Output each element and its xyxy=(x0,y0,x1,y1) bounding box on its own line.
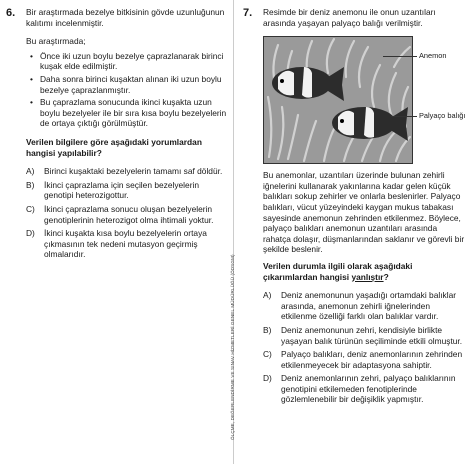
question-6-intro: Bir araştırmada bezelye bitkisinin gövde uzunluğunun kalıtımı incelenmiştir. xyxy=(26,7,225,28)
option-d[interactable] xyxy=(263,373,465,405)
option-text: Birinci kuşaktaki bezelyelerin tamamı saf döldür. xyxy=(44,166,223,177)
bullet-item: • Daha sonra birinci kuşaktan alınan iki uzun boylu bezelye çaprazlanmıştır. xyxy=(40,74,228,95)
option-letter: D) xyxy=(26,228,35,239)
option-letter: C) xyxy=(26,203,35,214)
option-text: İkinci çaprazlama için seçilen bezelyelerin genotipi heterozigottur. xyxy=(44,179,200,201)
option-c[interactable] xyxy=(26,204,228,225)
option-letter: D) xyxy=(263,373,272,384)
question-7-paragraph: Bu anemonlar, uzantıları üzerinde bulunan zehirli iğnelerini kullanarak yakınlarına kadar gelen küçük balıkları sokup zehirler ve onlarla beslenirler. Palyaço balıkları, vücut yüzeyindeki kaygan mukus tabakası sayesinde anemonun zehrinden etkilenmez. Böylece, palyaço balıkları anemonun uzantıları arasında rahatça dolaşır, düşmanlarından saklanır ve görevli bir şekilde beslenir. xyxy=(263,170,465,255)
option-a[interactable] xyxy=(263,290,465,322)
fish-leader-line xyxy=(391,116,417,117)
option-text: Deniz anemonunun zehri, kendisiyle birlikte yaşayan balık türünün seçiliminde etkili olmuştur. xyxy=(281,324,463,346)
option-text: Deniz anemonlarının zehri, palyaço balıklarının genotipini etkilemeden fenotiplerinde gözlemlenebilir bir değişiklik yapmıştır. xyxy=(281,373,456,405)
question-6 xyxy=(6,0,228,263)
question-6-prompt: Verilen bilgilere göre aşağıdaki yorumlardan hangisi yapılabilir? xyxy=(26,136,202,158)
clownfish-label: Palyaço balığı xyxy=(419,111,466,121)
question-7-prompt xyxy=(263,261,465,282)
bullet-item: • Bu çaprazlama sonucunda ikinci kuşakta uzun boylu bezelyeler ile bir sıra kısa boylu bezelyelerin de ortaya çıktığı görülmüştür. xyxy=(40,97,228,129)
question-6-lead: Bu araştırmada; xyxy=(26,36,86,47)
option-text: Deniz anemonunun yaşadığı ortamdaki balıklar arasında, anemonun zehirli iğnelerinden etkilenme özelliği farklı olan balıklar vardır. xyxy=(281,290,457,322)
question-7 xyxy=(243,0,465,408)
option-d[interactable] xyxy=(26,228,228,260)
prompt-end: ? xyxy=(383,271,389,282)
option-c[interactable] xyxy=(263,349,465,370)
option-b[interactable] xyxy=(263,325,465,346)
question-7-options xyxy=(263,290,465,405)
option-letter: A) xyxy=(263,290,272,301)
option-letter: C) xyxy=(263,349,272,360)
option-letter: B) xyxy=(26,179,35,190)
question-7-intro: Resimde bir deniz anemonu ile onun uzantıları arasında yaşayan palyaço balığı verilmiştir. xyxy=(263,7,436,28)
question-7-number: 7. xyxy=(243,7,253,19)
question-6-options xyxy=(26,166,228,260)
clownfish-figure xyxy=(263,36,465,164)
option-letter: A) xyxy=(26,166,35,177)
option-letter: B) xyxy=(263,324,272,335)
question-6-number: 6. xyxy=(6,7,16,19)
option-text: İkinci çaprazlama sonucu oluşan bezelyelerin genotiplerinin heterozigot olma ihtimali yoktur. xyxy=(44,203,214,225)
sidebar-vertical-text: ÖLÇME, DEĞERLENDİRME VE SINAV HİZMETLERİ GENEL MÜDÜRLÜĞÜ (ÖDSGM) xyxy=(230,254,235,440)
bullet-item: • Önce iki uzun boylu bezelye çaprazlanarak birinci kuşak elde edilmiştir. xyxy=(40,51,228,72)
option-b[interactable] xyxy=(26,180,228,201)
prompt-text: Verilen durumla ilgili olarak aşağıdaki çıkarımlardan hangisi xyxy=(263,260,413,282)
anemone-leader-line xyxy=(383,56,417,57)
option-text: Palyaço balıkları, deniz anemonlarının zehrinden etkilenmeyecek bir adaptasyona sahiptir. xyxy=(281,349,463,370)
question-6-bullets xyxy=(26,51,228,129)
option-text: İkinci kuşakta kısa boylu bezelyelerin ortaya çıkmasının tek nedeni mutasyon geçirmiş olmalarıdır. xyxy=(44,228,207,260)
prompt-underlined: yanlıştır xyxy=(351,271,384,282)
anemone-label: Anemon xyxy=(419,51,447,61)
option-a[interactable] xyxy=(26,166,228,177)
